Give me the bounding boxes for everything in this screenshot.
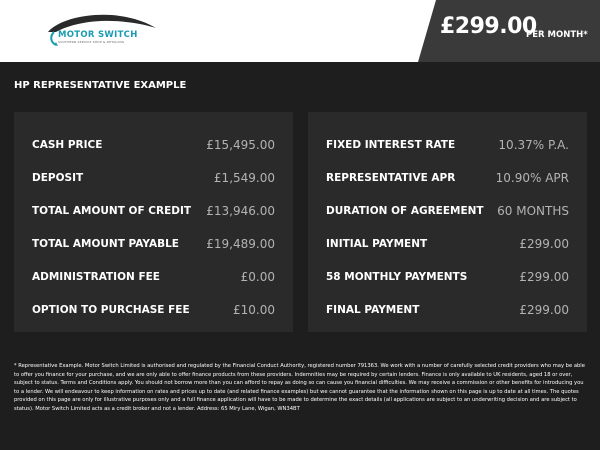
finance-panel-left [14,112,293,332]
row-label: TOTAL AMOUNT PAYABLE [32,238,179,250]
logo-tagline: SOUTHERN SERVICE SHOP & DETAILING [58,40,125,44]
row-value: 10.37% P.A. [498,138,569,152]
finance-row [308,235,587,255]
row-value: 10.90% APR [495,171,569,185]
row-label: FINAL PAYMENT [326,304,420,316]
monthly-price: £299.00 [440,14,537,39]
finance-row [308,202,587,222]
finance-row [14,235,293,255]
row-value: £299.00 [519,237,569,251]
finance-row [308,169,587,189]
row-value: £10.00 [233,303,275,317]
logo-name: MOTOR SWITCH [58,30,138,40]
header-divider [0,62,600,72]
row-label: CASH PRICE [32,139,103,151]
finance-panel-right [308,112,587,332]
row-label: DEPOSIT [32,172,84,184]
row-label: REPRESENTATIVE APR [326,172,456,184]
row-label: INITIAL PAYMENT [326,238,428,250]
row-value: £19,489.00 [206,237,275,251]
section-title: HP REPRESENTATIVE EXAMPLE [14,80,187,91]
row-label: OPTION TO PURCHASE FEE [32,304,190,316]
row-label: ADMINISTRATION FEE [32,271,160,283]
row-label: DURATION OF AGREEMENT [326,205,484,217]
finance-row [308,268,587,288]
row-value: £0.00 [240,270,275,284]
row-label: 58 MONTHLY PAYMENTS [326,271,468,283]
finance-row [308,301,587,321]
finance-row [14,202,293,222]
row-value: £299.00 [519,303,569,317]
row-value: £15,495.00 [206,138,275,152]
finance-row [14,169,293,189]
monthly-price-suffix: PER MONTH* [526,30,588,40]
row-value: £1,549.00 [213,171,275,185]
row-value: £299.00 [519,270,569,284]
finance-row [14,301,293,321]
disclaimer-text: * Representative Example. Motor Switch Limited is authorised and regulated by the Financial Conduct Authority, registered number 791363. We work with a number of carefully selected credit providers who may be able to offer you finance for your purchase, and we are only able to offer finance products from these providers. Indemnities may be required by certain lenders. Finance is only available to UK residents, aged 18 or over, subject to status. Terms and Conditions apply. You should not borrow more than you can afford to repay as doing so can cause you financial difficulties. We may receive a commission or other benefits for introducing you to a lender. We will endeavour to keep information on rates and prices up to date (and related finance examples) but we cannot guarantee that the information shown on this page is up to date at all times. The quotes provided on this page are only for illustrative purposes only and a full finance application will have to be made to determine the exact details (all applications are subject to an underwriting decision and are subject to status). Motor Switch Limited acts as a credit broker and not a lender. Address: 65 Miry Lane, Wigan, WN34BT [14,363,585,412]
row-value: 60 MONTHS [497,204,569,218]
row-value: £13,946.00 [206,204,275,218]
finance-row [14,268,293,288]
row-label: FIXED INTEREST RATE [326,139,456,151]
finance-row [14,136,293,156]
row-label: TOTAL AMOUNT OF CREDIT [32,205,192,217]
finance-row [308,136,587,156]
